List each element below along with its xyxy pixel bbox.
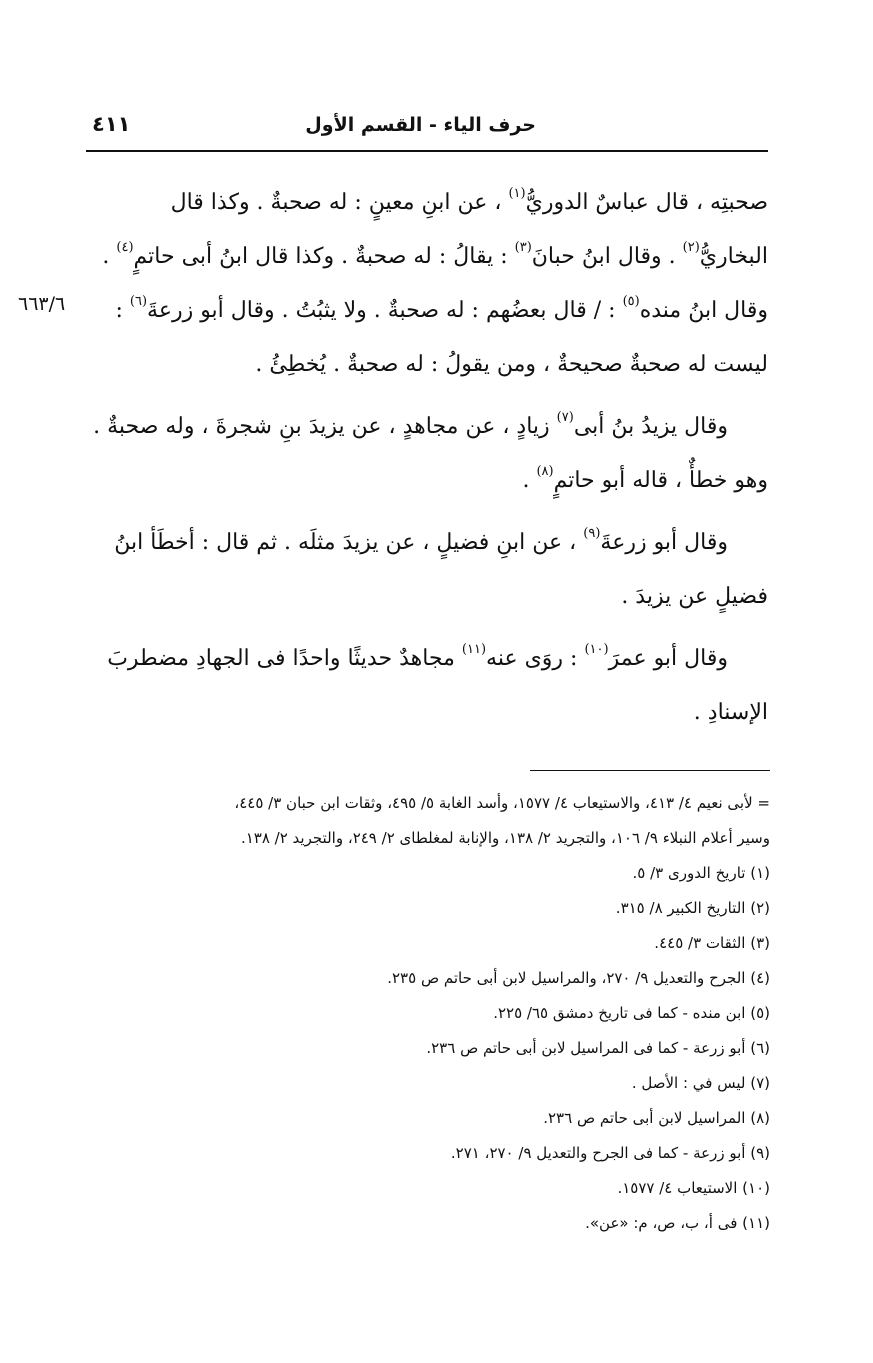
footnote-line: (٢) التاريخ الكبير ٨/ ٣١٥.: [615, 899, 770, 917]
footnote-ref: (١٠): [584, 642, 609, 657]
footnote-ref: (٥): [622, 294, 640, 309]
footnote-separator: [530, 770, 770, 771]
text-line: صحبتِه ، قال عباسٌ الدوريُّ$^{(١)}$ ، عن ابنِ معينٍ : له صحبةٌ . وكذا قال: [170, 186, 768, 215]
footnote-line: (٤) الجرح والتعديل ٩/ ٢٧٠، والمراسيل لابن أبى حاتم ص ٢٣٥.: [387, 969, 770, 987]
footnote-line: (٣) الثقات ٣/ ٤٤٥.: [654, 934, 770, 952]
footnote-ref: (٣): [514, 240, 532, 255]
text-line: البخاريُّ$^{(٢)}$ . وقال ابنُ حبانَ$^{(٣)}$ : يقالُ : له صحبةٌ . وكذا قال ابنُ أبى حاتمٍ$^{(٤)}$ .: [102, 240, 768, 269]
text-line: ليست له صحبةٌ صحيحةٌ ، ومن يقولُ : له صحبةٌ . يُخطِئُ .: [255, 352, 768, 377]
footnote-line: (٩) أبو زرعة - كما فى الجرح والتعديل ٩/ ٢٧٠، ٢٧١.: [450, 1144, 770, 1162]
text-line: الإسنادِ .: [693, 700, 768, 725]
footnote-ref: (٢): [682, 240, 700, 255]
footnote-ref: (٧): [556, 410, 574, 425]
footnotes: [84, 786, 770, 1241]
footnote-line: (٨) المراسيل لابن أبى حاتم ص ٢٣٦.: [543, 1109, 770, 1127]
footnote-line: (١١) فى أ، ب، ص، م: «عن».: [585, 1214, 770, 1232]
footnote-line: (٧) ليس في : الأصل .: [631, 1074, 770, 1092]
text-line: فضيلٍ عن يزيدَ .: [621, 584, 768, 609]
footnote-line: (١) تاريخ الدورى ٣/ ٥.: [632, 864, 770, 882]
footnote-line: = لأبى نعيم ٤/ ٤١٣، والاستيعاب ٤/ ١٥٧٧، وأسد الغابة ٥/ ٤٩٥، وثقات ابن حبان ٣/ ٤٤٥،: [234, 794, 770, 812]
text-line: وقال ابنُ منده$^{(٥)}$ : / قال بعضُهم : له صحبةٌ . ولا يثبُتُ . وقال أبو زرعةَ$^{(٦)}$ :: [115, 294, 768, 323]
footnote-line: (١٠) الاستيعاب ٤/ ١٥٧٧.: [617, 1179, 770, 1197]
footnote-ref: (٦): [129, 294, 148, 309]
footnote-ref: (٩): [583, 526, 601, 541]
running-title: حرف الياء - القسم الأول: [305, 114, 536, 136]
text-line: وقال أبو عمرَ$^{(١٠)}$ : روَى عنه$^{(١١)}$ مجاهدٌ حديثًا واحدًا فى الجهادِ مضطربَ: [107, 642, 728, 671]
text-line: وهو خطأٌ ، قاله أبو حاتمٍ$^{(٨)}$ .: [522, 464, 768, 493]
running-header: [86, 108, 766, 148]
footnote-ref: (٨): [536, 464, 554, 479]
header-rule: [86, 150, 768, 152]
footnote-ref: (١): [508, 186, 526, 201]
footnote-ref: (٤): [116, 240, 134, 255]
page-number: ٤١١: [92, 112, 131, 136]
text-line: وقال يزيدُ بنُ أبى$^{(٧)}$ زيادٍ ، عن مجاهدٍ ، عن يزيدَ بنِ شجرةَ ، وله صحبةٌ .: [93, 410, 728, 439]
footnote-line: (٥) ابن منده - كما فى تاريخ دمشق ٦٥/ ٢٢٥.: [493, 1004, 770, 1022]
footnote-line: (٦) أبو زرعة - كما فى المراسيل لابن أبى حاتم ص ٢٣٦.: [426, 1039, 770, 1057]
footnote-ref: (١١): [461, 642, 487, 657]
margin-page-reference: ٦٦٣/٦: [18, 293, 66, 315]
footnote-line: وسير أعلام النبلاء ٩/ ١٠٦، والتجريد ٢/ ١٣٨، والإنابة لمغلطاى ٢/ ٢٤٩، والتجريد ٢/ ١٣٨.: [240, 829, 770, 847]
main-text: [84, 176, 768, 740]
text-line: وقال أبو زرعةَ$^{(٩)}$ ، عن ابنِ فضيلٍ ، عن يزيدَ مثلَه . ثم قال : أخطَأ ابنُ: [114, 526, 728, 555]
